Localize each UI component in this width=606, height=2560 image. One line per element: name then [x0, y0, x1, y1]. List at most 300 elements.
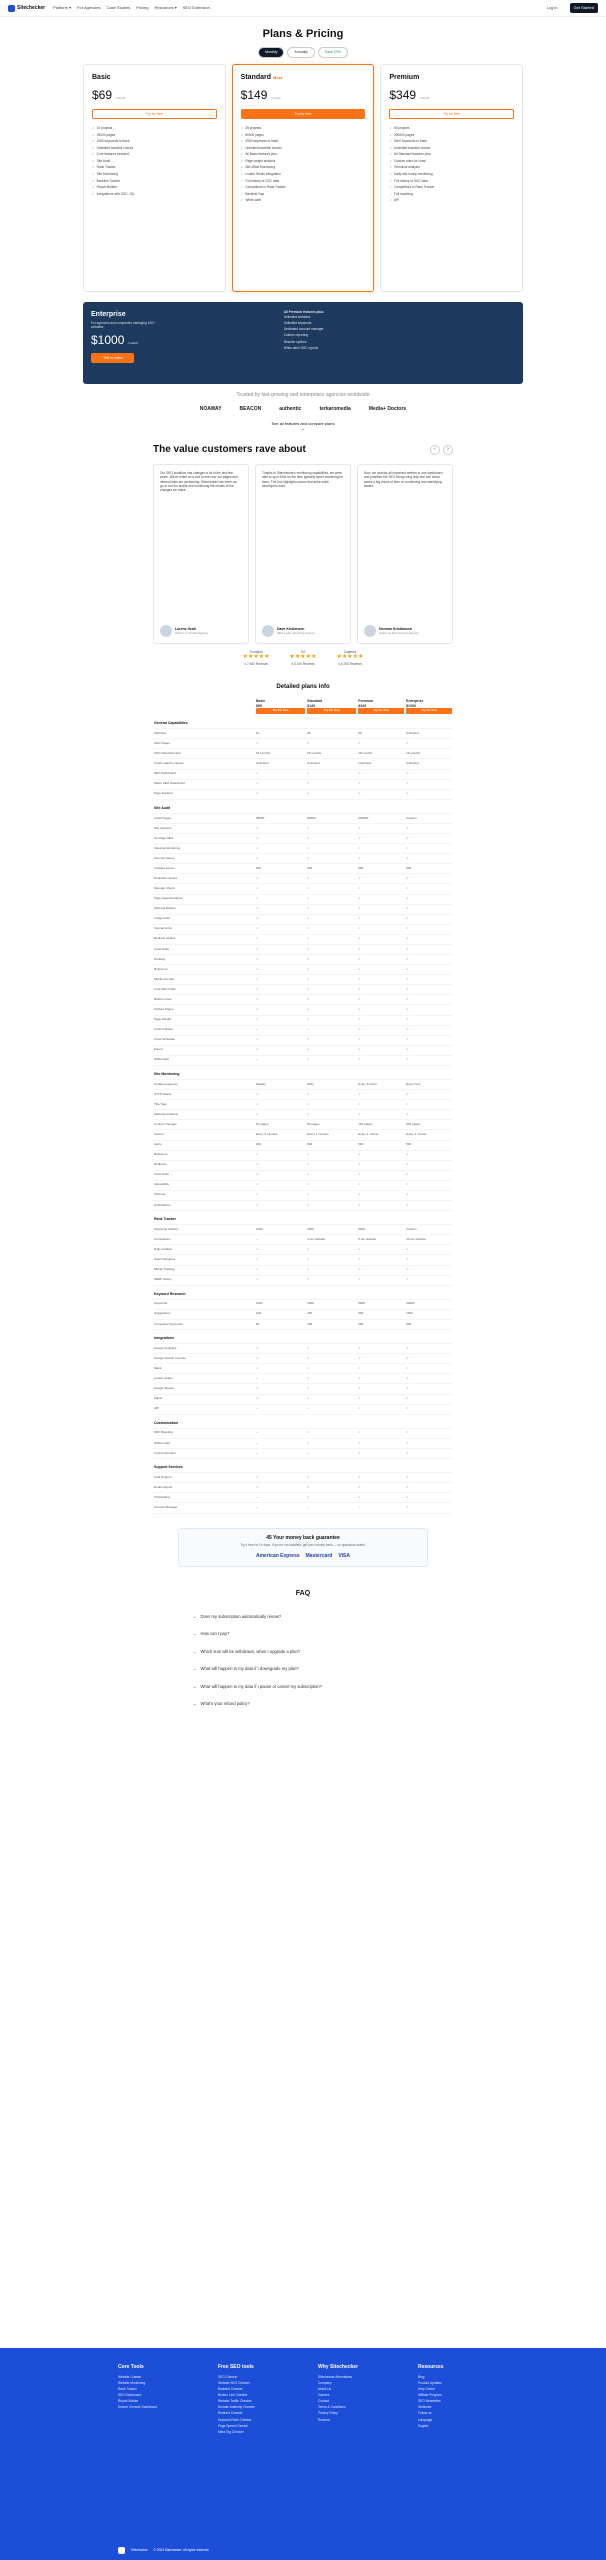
feature-value: ✓	[405, 1005, 453, 1015]
feature-label: Report Builder	[96, 185, 118, 190]
check-icon: ✓	[92, 145, 95, 150]
check-icon: ✓	[389, 158, 393, 163]
feature-name: SERP history	[153, 1275, 255, 1285]
nav-resources[interactable]: Resources ▾	[154, 5, 177, 11]
check-icon: ✓	[389, 191, 393, 196]
check-icon: ✓	[92, 185, 95, 190]
talk-to-sales-button[interactable]: Talk to sales	[91, 353, 134, 364]
footer-link[interactable]: Backlink Checker	[218, 2386, 243, 2391]
feature-value: ✓	[357, 1045, 405, 1055]
footer-link[interactable]: Follow us	[418, 2411, 432, 2416]
feature-value: ✓	[306, 1090, 357, 1100]
table-row	[153, 1265, 453, 1275]
feature-name: Keywords	[153, 1299, 255, 1309]
chevron-down-icon: ⌄	[301, 426, 305, 432]
feature-name: Google Analytics	[153, 1344, 255, 1354]
feature-value: 500	[405, 1140, 453, 1150]
feature-value: ✓	[357, 789, 405, 799]
feature-value: ✓	[405, 874, 453, 884]
plans-row	[83, 64, 523, 292]
table-row	[153, 1080, 453, 1090]
brand-logos	[0, 406, 606, 413]
section-title: General Capabilities	[153, 715, 453, 729]
try-free-button[interactable]: Try for free	[256, 708, 305, 714]
feature-value: ✓	[306, 1354, 357, 1364]
feature-value: ✓	[306, 934, 357, 944]
enterprise-desc: For agencies and companies managing 100+ websites	[91, 320, 155, 330]
feature-value: ✓	[405, 1100, 453, 1110]
feature-value: ✓	[255, 1245, 306, 1255]
table-row	[153, 1374, 453, 1384]
section-row[interactable]	[153, 1211, 453, 1225]
feature-label: Page weight analysis	[245, 158, 276, 163]
feature-name: GSC Pages	[153, 739, 255, 749]
feature-list	[92, 125, 217, 197]
feature-value: ✓	[357, 1110, 405, 1120]
review-cards	[153, 464, 453, 644]
feature-value: ✓	[255, 1200, 306, 1210]
chevron-down-icon: ⌄	[193, 1683, 197, 1689]
feature-value: ✓	[255, 1035, 306, 1045]
feature-value: ✓	[255, 894, 306, 904]
feature-value: ✓	[405, 1493, 453, 1503]
table-row	[153, 985, 453, 995]
feature-value: ✓	[255, 1364, 306, 1374]
section-row[interactable]	[153, 715, 453, 729]
feature-value: ✓	[255, 1344, 306, 1354]
faq-item[interactable]	[193, 1608, 413, 1625]
plan-price: $349 / month	[389, 87, 430, 102]
footer-link[interactable]: SEO Newsletter	[418, 2399, 441, 2404]
table-row	[153, 1100, 453, 1110]
footer-link[interactable]: Reviews	[318, 2417, 331, 2422]
stars-icon: ★★★★★	[336, 654, 364, 661]
feature-name: Image Audit	[153, 914, 255, 924]
feature-value: –	[255, 1503, 306, 1513]
chevron-down-icon: ⌄	[193, 1648, 197, 1654]
footer-link[interactable]: Terms & Conditions	[318, 2405, 346, 2410]
feature-value: ✓	[405, 834, 453, 844]
check-icon: ✓	[240, 191, 244, 196]
section-title: Keyword Research	[153, 1285, 453, 1299]
feature-name: Websites	[153, 729, 255, 739]
feature-value: ✓	[405, 844, 453, 854]
footer-link[interactable]: Company	[318, 2380, 332, 2385]
feature-list	[389, 125, 514, 203]
faq-item[interactable]	[193, 1678, 413, 1695]
table-row	[153, 1404, 453, 1414]
feature-value: ✓	[255, 904, 306, 914]
feature-value: ✓	[357, 924, 405, 934]
get-started-button[interactable]: Get Started	[570, 3, 598, 12]
feature-value: –	[255, 1374, 306, 1384]
feature-value: 25	[306, 729, 357, 739]
feature-value: 16 months	[357, 749, 405, 759]
table-row	[153, 1394, 453, 1404]
feature-value: ✓	[405, 1364, 453, 1374]
feature-value: ✓	[255, 985, 306, 995]
feature-label: Full history of GSC data	[245, 178, 280, 183]
feature-name: Uptime	[153, 1130, 255, 1140]
check-icon: ✓	[389, 185, 393, 190]
feature-label: Site Audit	[96, 158, 111, 163]
feature-value: ✓	[405, 934, 453, 944]
check-icon: ✓	[389, 198, 393, 203]
feature-name: Broken Links	[153, 995, 255, 1005]
feature-value: ✓	[255, 1045, 306, 1055]
footer-column	[318, 2364, 388, 2435]
feature-value: ✓	[405, 1045, 453, 1055]
feature-name: Crawl: search engines	[153, 759, 255, 769]
table-row	[153, 1428, 453, 1438]
check-icon: ✓	[389, 145, 393, 150]
feature-value: 5000	[357, 1299, 405, 1309]
footer-link[interactable]: Redirect Checker	[218, 2411, 243, 2416]
check-icon: ✓	[240, 126, 244, 131]
feature-label: Site-Wide Monitoring	[245, 165, 275, 170]
feature-item: Dedicated account manager	[283, 327, 324, 332]
col-premium: Premium $349 Try for free	[357, 698, 405, 715]
col-standard: Standard $149 Try for free	[306, 698, 357, 715]
feature-value: Custom	[405, 813, 453, 823]
section-row[interactable]	[153, 1285, 453, 1299]
next-arrow-icon[interactable]: ›	[443, 445, 453, 455]
table-row	[153, 944, 453, 954]
feature-value: ✓	[306, 1005, 357, 1015]
feature-name: Share SEO Dashboard	[153, 779, 255, 789]
compare-link[interactable]: See all features and compare plans ⌄	[271, 420, 335, 432]
check-icon: ✓	[92, 132, 95, 137]
footer-link[interactable]: Sitechecker Alternatives	[318, 2374, 353, 2379]
check-icon: ✓	[240, 198, 244, 203]
check-icon: ✓	[240, 178, 244, 183]
feature-value: ✓	[306, 769, 357, 779]
try-free-button[interactable]: Try for free	[406, 708, 452, 714]
feature-name: Crawl Pages	[153, 813, 255, 823]
logo-icon	[8, 5, 15, 12]
feature-value: ✓	[306, 884, 357, 894]
nav-extension[interactable]: SEO Extension	[182, 5, 210, 11]
check-icon: ✓	[92, 139, 95, 144]
table-row	[153, 824, 453, 834]
feature-value: ✓	[306, 904, 357, 914]
table-row	[153, 1275, 453, 1285]
login-link[interactable]: Log in	[546, 5, 558, 11]
feature-value: –	[306, 1404, 357, 1414]
feature-name: API	[153, 1404, 255, 1414]
feature-value: ✓	[255, 874, 306, 884]
brand-logo: terkaromedia	[319, 406, 351, 413]
try-standard-button[interactable]: Try for free	[241, 109, 366, 120]
footer-link[interactable]: Website SEO Checker	[218, 2380, 250, 2385]
feature-label: 5000 keywords to track	[394, 139, 427, 144]
check-icon: ✓	[389, 126, 393, 131]
feature-name: Alerts	[153, 1140, 255, 1150]
nav-case-studies[interactable]: Case Studies	[106, 5, 131, 11]
faq-item[interactable]	[193, 1625, 413, 1642]
feature-value: ✓	[405, 904, 453, 914]
feature-name: Schema	[153, 1190, 255, 1200]
feature-value: ✓	[357, 975, 405, 985]
feature-name: Core Web Vitals	[153, 985, 255, 995]
feature-value: ✓	[255, 1354, 306, 1364]
feature-value: 200000	[357, 813, 405, 823]
table-row	[153, 1354, 453, 1364]
table-row	[153, 769, 453, 779]
nav-agencies[interactable]: For Agencies	[77, 5, 101, 11]
logo-icon	[118, 2547, 125, 2554]
feature-name: Indexing Monitoring	[153, 844, 255, 854]
footer-link[interactable]: Affiliate Program	[418, 2392, 442, 2397]
feature-value: ✓	[255, 1473, 306, 1483]
faq-question: What will happen to my data if I pause or cancel my subscription?	[200, 1683, 323, 1689]
feature-value: ✓	[405, 944, 453, 954]
feature-label: Competitors in Rank Tracker	[245, 185, 286, 190]
feature-value: ✓	[255, 789, 306, 799]
table-row	[153, 1025, 453, 1035]
feature-value: ✓	[306, 1265, 357, 1275]
try-free-button[interactable]: Try for free	[358, 708, 404, 714]
main-nav	[53, 5, 539, 10]
prev-arrow-icon[interactable]: ‹	[430, 445, 440, 455]
footer-link[interactable]: Language	[418, 2417, 433, 2422]
feature-value: ✓	[255, 1190, 306, 1200]
feature-name: Sitemap Check	[153, 884, 255, 894]
feature-value: ✓	[255, 1275, 306, 1285]
feature-value: ✓	[405, 1503, 453, 1513]
table-row	[153, 975, 453, 985]
amex-icon: American Express	[256, 1553, 300, 1560]
feature-name: Suggestions	[153, 1309, 255, 1319]
feature-value: ✓	[306, 1160, 357, 1170]
footer-heading: Why Sitechecker	[318, 2364, 359, 2370]
feature-value: ✓	[306, 1170, 357, 1180]
faq-question: How can I pay?	[200, 1631, 230, 1637]
feature-value: ✓	[255, 934, 306, 944]
footer-heading: Resources	[418, 2364, 444, 2370]
table-row	[153, 1200, 453, 1210]
section-row[interactable]	[153, 1459, 453, 1473]
feature-name: Page Speed Analysis	[153, 894, 255, 904]
feature-value: ✓	[357, 739, 405, 749]
check-icon: ✓	[389, 152, 393, 157]
feature-value: 500	[357, 1140, 405, 1150]
feature-value: ✓	[357, 1170, 405, 1180]
logo[interactable]: Sitechecker	[8, 5, 45, 12]
check-icon: ✓	[240, 139, 244, 144]
faq-item[interactable]	[193, 1660, 413, 1677]
footer-column	[418, 2364, 488, 2435]
feature-value: –	[306, 1025, 357, 1035]
feature-name: Email support	[153, 1483, 255, 1493]
feature-value: ✓	[357, 1493, 405, 1503]
footer-link[interactable]: Broken Link Checker	[218, 2392, 248, 2397]
feature-value: ✓	[306, 1438, 357, 1448]
section-title: Site Monitoring	[153, 1065, 453, 1079]
review-card: Our SEO workflow has changed a lot in the last few years. We've relied on a tool to see how our pages and internal links are performing. Sitechecker has been our go-to tool for audits and monitoring the results of the changes we make. Lorenz Gratt Owner of Growth Agency	[153, 464, 249, 644]
toggle-annually[interactable]: Annually	[287, 47, 314, 58]
table-row	[153, 1160, 453, 1170]
feature-value: ✓	[357, 1190, 405, 1200]
feature-value: ✓	[306, 1110, 357, 1120]
feature-value: ✓	[255, 1394, 306, 1404]
save-badge: Save 20%	[318, 47, 348, 58]
try-free-button[interactable]: Try for free	[307, 708, 356, 714]
feature-value: 3 per website	[306, 1235, 357, 1245]
check-icon: ✓	[92, 126, 95, 131]
feature-value: ✓	[306, 1200, 357, 1210]
feature-value: ✓	[255, 779, 306, 789]
feature-value: ✓	[306, 965, 357, 975]
feature-list	[241, 125, 366, 203]
feature-item	[241, 197, 366, 204]
footer-link[interactable]: Website Crawler	[118, 2374, 142, 2379]
table-row	[153, 1045, 453, 1055]
feature-item: Custom reporting	[283, 333, 309, 338]
footer-link[interactable]: SEO Dashboard	[118, 2392, 142, 2397]
feature-value: 1000	[255, 1225, 306, 1235]
table-row	[153, 834, 453, 844]
feature-value: ✓	[306, 1364, 357, 1374]
feature-value: 1000	[405, 1309, 453, 1319]
rating-g2: G2 ★★★★★ 4.5 100 Reviews	[289, 650, 317, 667]
footer-link[interactable]: Product Updates	[418, 2380, 442, 2385]
feature-value: 2500	[306, 1225, 357, 1235]
nav-pricing[interactable]: Pricing	[136, 5, 149, 11]
enterprise-plan	[83, 302, 523, 384]
feature-value: Every 3 minutes	[306, 1130, 357, 1140]
feature-value: 50	[255, 1319, 306, 1329]
footer-link[interactable]: Meta Tag Checker	[218, 2429, 244, 2434]
table-row	[153, 1255, 453, 1265]
footer-link[interactable]: Website Monitoring	[118, 2380, 146, 2385]
footer-link[interactable]: Page Speed Checker	[218, 2423, 249, 2428]
feature-value: ✓	[255, 739, 306, 749]
feature-name: Indexability	[153, 1180, 255, 1190]
section-row[interactable]	[153, 1330, 453, 1344]
check-icon: ✓	[92, 158, 95, 163]
feature-item	[389, 197, 514, 204]
feature-value: 80000	[306, 813, 357, 823]
footer-link[interactable]: Search Console Dashboard	[118, 2405, 158, 2410]
feature-value: ✓	[405, 1035, 453, 1045]
feature-value: ✓	[357, 955, 405, 965]
rating-trustpilot: Trustpilot ★★★★★ 4.7 500 Reviews	[242, 650, 270, 667]
reviews-title: The value customers rave about	[153, 444, 306, 456]
feature-value: ✓	[306, 1275, 357, 1285]
footer-link[interactable]: Blog	[418, 2374, 425, 2379]
feature-label: White label	[245, 198, 262, 203]
try-premium-button[interactable]: Try for free	[389, 109, 514, 120]
feature-value: ✓	[255, 1180, 306, 1190]
feature-value: ✓	[357, 995, 405, 1005]
feature-label: 10 projects	[96, 126, 113, 131]
table-row	[153, 884, 453, 894]
feature-value: ✓	[405, 1473, 453, 1483]
try-basic-button[interactable]: Try for free	[92, 109, 217, 120]
check-icon: ✓	[240, 165, 244, 170]
toggle-monthly[interactable]: Monthly	[258, 47, 284, 58]
table-row	[153, 1055, 453, 1065]
details-table	[153, 698, 453, 1513]
header	[0, 0, 606, 17]
footer-link[interactable]: SEO Checker	[218, 2374, 238, 2379]
section-title: Site Audit	[153, 799, 453, 813]
table-row	[153, 1344, 453, 1354]
feature-value: 1000	[255, 1299, 306, 1309]
feature-value: Unlimited	[357, 759, 405, 769]
plan-basic	[83, 64, 226, 292]
footer-link[interactable]: About Us	[318, 2386, 332, 2391]
nav-platform[interactable]: Platform ▾	[53, 5, 72, 11]
feature-value: 16 months	[405, 749, 453, 759]
table-row	[153, 1005, 453, 1015]
check-icon: ✓	[389, 171, 393, 176]
table-row	[153, 1180, 453, 1190]
footer-link[interactable]: Webinars	[418, 2405, 432, 2410]
feature-name: Meta Descriptions	[153, 1110, 255, 1120]
feature-item: Reseller options	[283, 339, 307, 344]
feature-value: ✓	[405, 1190, 453, 1200]
feature-value: ✓	[357, 1354, 405, 1364]
section-row[interactable]	[153, 1065, 453, 1079]
section-row[interactable]	[153, 799, 453, 813]
feature-name: Redirects	[153, 1160, 255, 1170]
footer-link[interactable]: Website Traffic Checker	[218, 2399, 252, 2404]
section-row[interactable]	[153, 1414, 453, 1428]
feature-value: ✓	[357, 769, 405, 779]
enterprise-plus: All Premium features plus:	[283, 309, 325, 314]
footer-link[interactable]: Report Builder	[118, 2399, 139, 2404]
feature-value: ✓	[306, 1344, 357, 1354]
footer-link[interactable]: Privacy Policy	[318, 2411, 338, 2416]
feature-item: White-label GSC reports	[283, 345, 319, 350]
mastercard-icon: Mastercard	[305, 1553, 333, 1560]
table-row	[153, 1225, 453, 1235]
feature-name: Schema Markup	[153, 904, 255, 914]
feature-name: Search Engines	[153, 1255, 255, 1265]
footer-link[interactable]: Contact	[318, 2399, 329, 2404]
feature-value: 500	[306, 864, 357, 874]
footer-link[interactable]: Help Center	[418, 2386, 436, 2391]
faq-item[interactable]	[193, 1643, 413, 1660]
feature-value: ✓	[405, 1354, 453, 1364]
feature-value: ✓	[405, 955, 453, 965]
feature-value: ✓	[405, 1384, 453, 1394]
feature-value: –	[306, 1449, 357, 1459]
feature-value: ✓	[255, 769, 306, 779]
footer-link[interactable]: Rank Tracker	[118, 2386, 137, 2391]
feature-value: ✓	[357, 894, 405, 904]
feature-name: Hreflang	[153, 955, 255, 965]
footer-link[interactable]: Careers	[318, 2392, 330, 2397]
table-row	[153, 864, 453, 874]
feature-name: Custom Rules	[153, 1025, 255, 1035]
footer-link[interactable]: Domain Authority Checker	[218, 2405, 256, 2410]
feature-value: ✓	[255, 975, 306, 985]
table-row	[153, 904, 453, 914]
table-row	[153, 1140, 453, 1150]
ratings-row	[0, 650, 606, 666]
feature-name: Chat Support	[153, 1473, 255, 1483]
feature-value: –	[255, 1025, 306, 1035]
feature-value: Every 1 minute	[405, 1130, 453, 1140]
feature-name: Title Tags	[153, 1100, 255, 1110]
footer-link[interactable]: Keyword Rank Checker	[218, 2417, 252, 2422]
footer-link[interactable]: English	[418, 2423, 429, 2428]
faq-item[interactable]	[193, 1695, 413, 1712]
feature-value: ✓	[405, 779, 453, 789]
